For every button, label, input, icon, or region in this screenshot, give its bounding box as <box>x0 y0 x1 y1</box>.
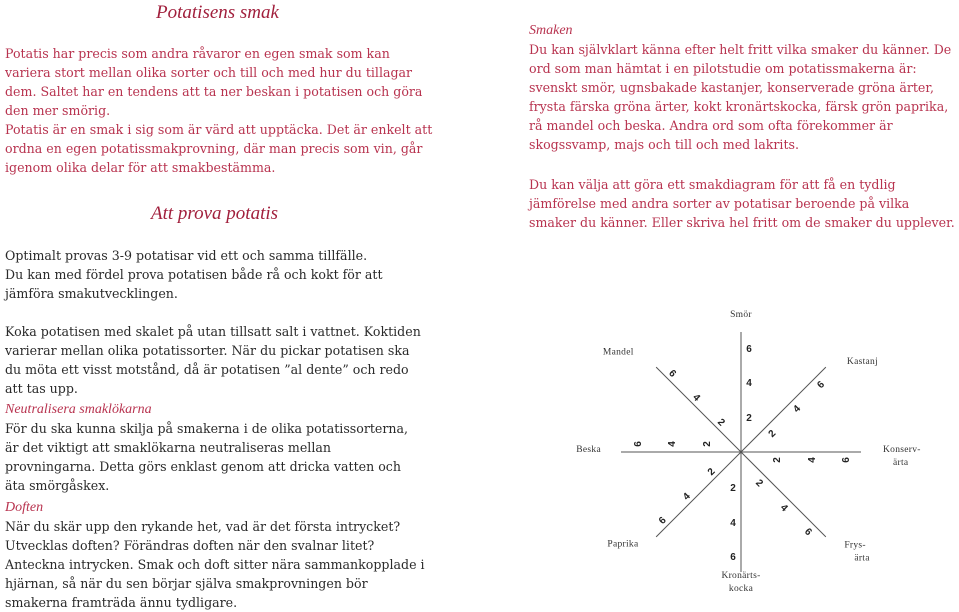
diagram-axis-label: Konserv-ärta <box>883 445 921 468</box>
diagram-spoke <box>741 452 826 537</box>
diagram-tick-label: 4 <box>730 518 736 529</box>
diagram-tick-label: 4 <box>681 491 693 503</box>
diagram-tick-label: 6 <box>815 379 828 392</box>
diagram-tick-label: 6 <box>633 441 644 447</box>
diagram-axis-label: Beska <box>576 445 601 455</box>
diagram-spoke <box>741 367 826 452</box>
diagram-axis-label: Kronärts-kocka <box>721 571 761 594</box>
diagram-tick-label: 2 <box>714 416 727 429</box>
doften-text: När du skär upp den rykande het, vad är det första intrycket? Utvecklas doften? Förändras doften när den svalnar litet? Anteckna intrycken. Smak och doft sitter nära sammankopplade i hjärnan, så när du sen börjar själva smakprovningen bör smakerna framträda ännu tydligare. <box>5 519 425 610</box>
smaken-heading: Smaken <box>529 23 573 38</box>
page-title: Potatisens smak <box>156 2 279 23</box>
intro-paragraph-2: Potatis är en smak i sig som är värd att upptäcka. Det är enkelt att ordna en egen potatissmakprovning, där man precis som vin, går igenom olika delar för att smakbestämma. <box>5 122 433 175</box>
diagram-spoke <box>656 452 741 537</box>
diagram-tick-label: 4 <box>791 403 804 416</box>
diagram-tick-label: 6 <box>746 344 752 355</box>
diagram-tick-label: 2 <box>702 441 713 447</box>
neutralize-heading: Neutralisera smaklökarna <box>5 402 152 417</box>
diagram-spoke <box>656 367 741 452</box>
diagram-tick-label: 6 <box>657 515 669 527</box>
neutralize-text: För du ska kunna skilja på smakerna i de olika potatissorterna, är det viktigt att smaklökarna neutraliseras mellan provningarna. Detta görs enklast genom att dricka vatten och äta smörgåskex. <box>5 421 409 493</box>
diagram-tick-label: 2 <box>730 483 736 494</box>
diagram-tick-label: 4 <box>690 392 702 404</box>
section-title: Att prova potatis <box>151 203 279 224</box>
diagram-tick-label: 2 <box>705 466 718 479</box>
diagram-tick-label: 4 <box>667 441 678 447</box>
diagram-axis-label: Kastanj <box>846 357 879 368</box>
diagram-tick-label: 4 <box>807 457 818 463</box>
diagram-tick-label: 6 <box>801 526 814 539</box>
intro-paragraph: Potatis har precis som andra råvaror en egen smak som kan variera stort mellan olika sorter och till och med hur du tillagar dem. Saltet har en tendens att ta ner beskan i potatisen och göra den mer smörig. <box>5 46 423 118</box>
diagram-axis-label: Mandel <box>602 347 634 358</box>
diagram-tick-label: 6 <box>666 368 678 380</box>
smaken-text: Du kan självklart känna efter helt fritt vilka smaker du känner. De ord som man hämtat i en pilotstudie om potatissmakerna är: svenskt smör, ugnsbakade kastanjer, konserverade gröna ärter, frysta färska gröna ärter, kokt kronärtskocka, färsk grön paprika, rå mandel och beska. Andra ord som ofta förekommer är skogssvamp, majs och till och med lakrits. <box>529 42 952 152</box>
diagram-tick-label: 4 <box>746 378 752 389</box>
diagram-tick-label: 2 <box>753 477 765 490</box>
diagram-tick-label: 6 <box>841 457 852 463</box>
diagram-axis-label: Paprika <box>607 539 639 550</box>
diagram-axis-label: Frys-ärta <box>844 540 870 564</box>
diagram-tick-label: 6 <box>730 552 736 563</box>
diagram-tick-label: 2 <box>772 457 783 463</box>
diagram-tick-label: 2 <box>746 413 752 424</box>
diagram-tick-label: 2 <box>766 428 779 440</box>
diagram-axis-label: Smör <box>730 310 752 320</box>
cooking-paragraph: Koka potatisen med skalet på utan tillsatt salt i vattnet. Koktiden varierar mellan olika potatissorter. När du pickar potatisen ska du möta ett visst motstånd, då är potatisen ”al dente” och redo att tas upp. <box>5 324 421 396</box>
diagram-tick-label: 4 <box>777 502 790 515</box>
diagram-paragraph: Du kan välja att göra ett smakdiagram för att få en tydlig jämförelse med andra sorter av potatisar beroende på vilka smaker du känner. Eller skriva hel fritt om de smaker du upplever. <box>529 177 955 230</box>
doften-heading: Doften <box>5 500 44 515</box>
tasting-paragraph: Optimalt provas 3-9 potatisar vid ett och samma tillfälle. Du kan med fördel prova potatisen både rå och kokt för att jämföra smakutvecklingen. <box>5 248 383 301</box>
